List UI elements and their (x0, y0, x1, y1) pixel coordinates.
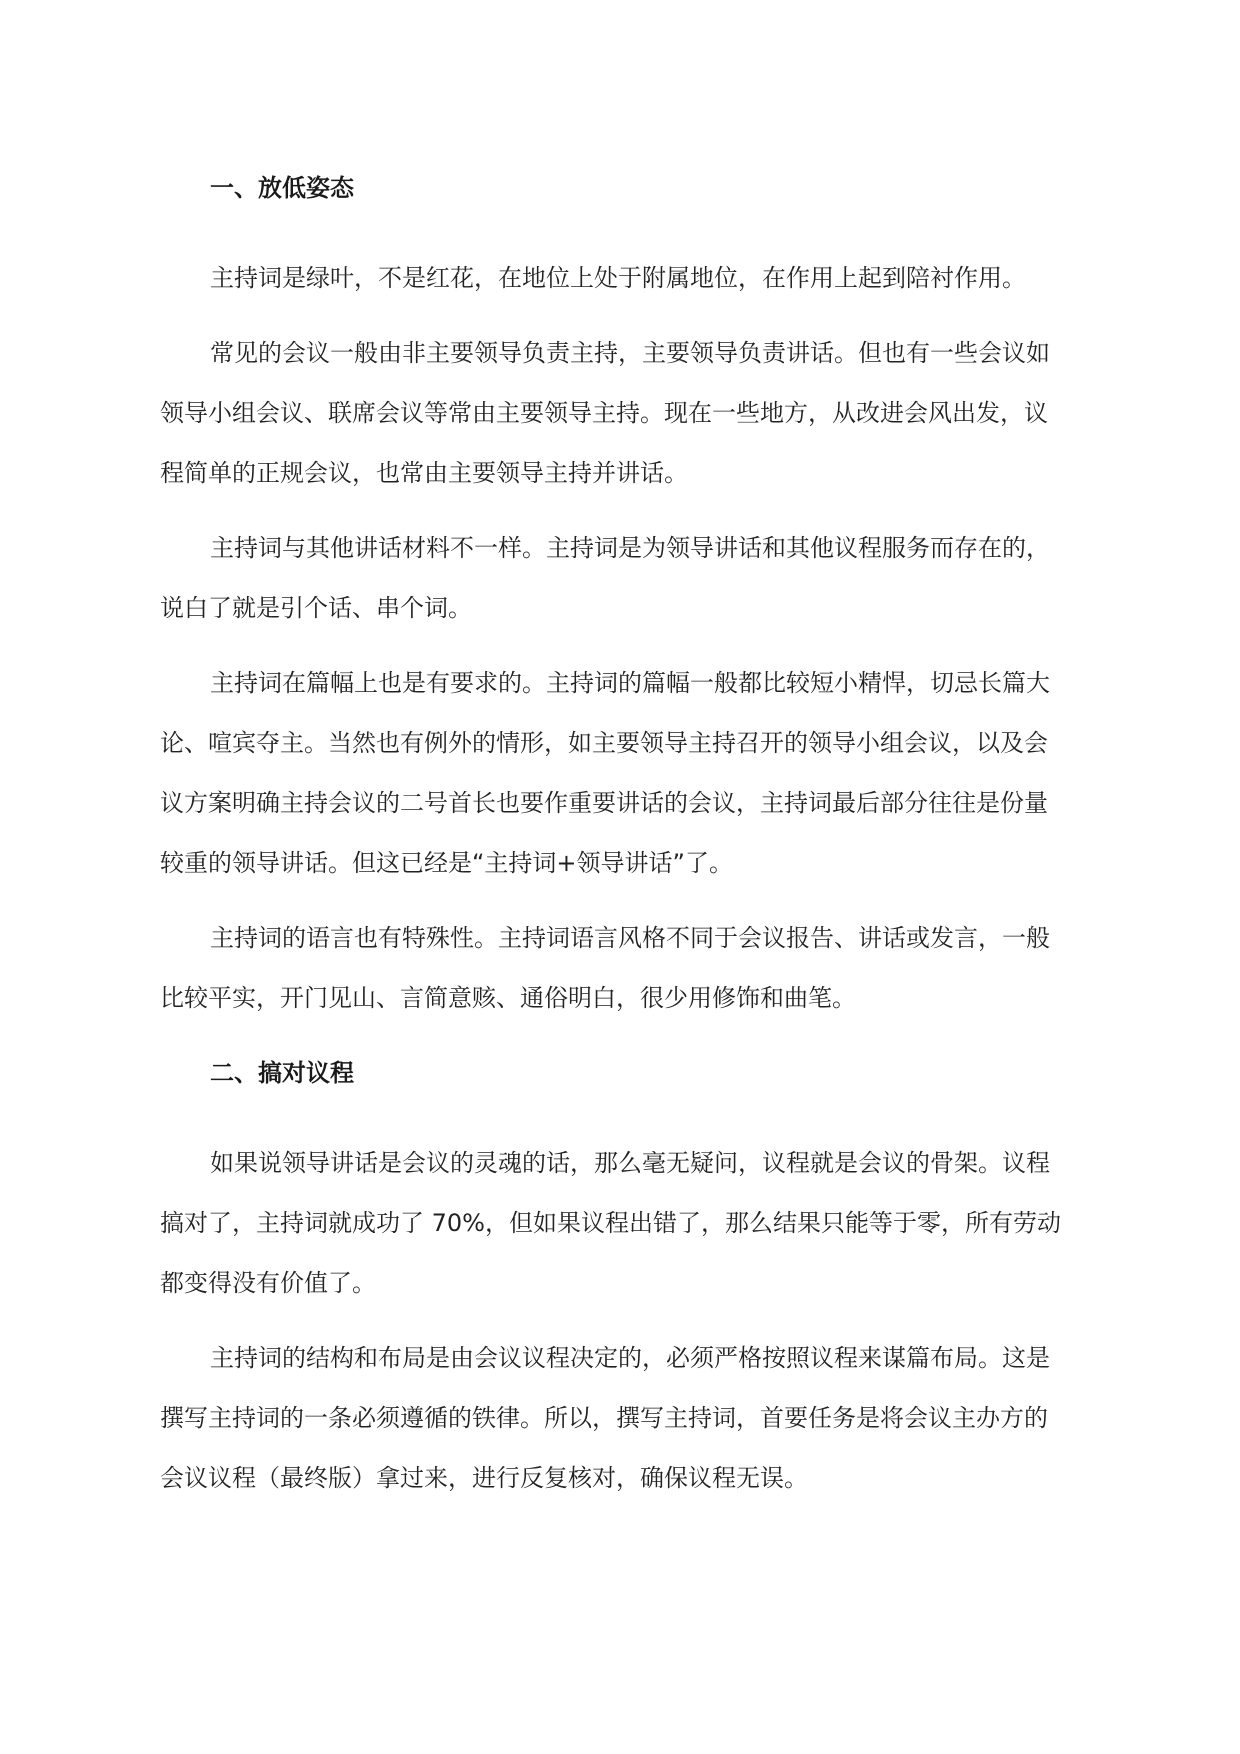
paragraph-1-5 (160, 908, 1100, 1028)
paragraph-line: 主持词与其他讲话材料不一样。主持词是为领导讲话和其他议程服务而存在的， (210, 534, 1050, 562)
paragraph-line: 常见的会议一般由非主要领导负责主持，主要领导负责讲话。但也有一些会议如 (210, 339, 1050, 367)
section-heading-2: 二、搞对议程 (210, 1059, 354, 1087)
paragraph-1-2 (160, 323, 1100, 503)
paragraph-line: 如果说领导讲话是会议的灵魂的话，那么毫无疑问，议程就是会议的骨架。议程 (210, 1149, 1050, 1177)
paragraph-2-2 (160, 1328, 1100, 1508)
paragraph-line: 说白了就是引个话、串个词。 (160, 594, 472, 622)
paragraph-line: 比较平实，开门见山、言简意赅、通俗明白，很少用修饰和曲笔。 (160, 984, 856, 1012)
paragraph-line: 主持词的语言也有特殊性。主持词语言风格不同于会议报告、讲话或发言，一般 (210, 924, 1050, 952)
paragraph-line: 撰写主持词的一条必须遵循的铁律。所以，撰写主持词，首要任务是将会议主办方的 (160, 1404, 1048, 1432)
section-heading-1: 一、放低姿态 (210, 174, 354, 202)
paragraph-1-4 (160, 653, 1100, 893)
paragraph-line: 程简单的正规会议，也常由主要领导主持并讲话。 (160, 459, 688, 487)
paragraph-1-1 (160, 248, 1100, 308)
paragraph-line: 论、喧宾夺主。当然也有例外的情形，如主要领导主持召开的领导小组会议，以及会 (160, 729, 1048, 757)
paragraph-line: 较重的领导讲话。但这已经是“主持词+领导讲话”了。 (160, 849, 733, 877)
paragraph-line: 会议议程（最终版）拿过来，进行反复核对，确保议程无误。 (160, 1464, 808, 1492)
paragraph-1-3 (160, 518, 1100, 638)
paragraph-line: 议方案明确主持会议的二号首长也要作重要讲话的会议，主持词最后部分往往是份量 (160, 789, 1048, 817)
paragraph-line: 主持词在篇幅上也是有要求的。主持词的篇幅一般都比较短小精悍，切忌长篇大 (210, 669, 1050, 697)
paragraph-2-1 (160, 1133, 1100, 1313)
article-body (160, 176, 1100, 1508)
paragraph-line: 都变得没有价值了。 (160, 1269, 376, 1297)
paragraph-line: 领导小组会议、联席会议等常由主要领导主持。现在一些地方，从改进会风出发，议 (160, 399, 1048, 427)
paragraph-line: 主持词是绿叶，不是红花，在地位上处于附属地位，在作用上起到陪衬作用。 (210, 264, 1026, 292)
paragraph-line: 主持词的结构和布局是由会议议程决定的，必须严格按照议程来谋篇布局。这是 (210, 1344, 1050, 1372)
paragraph-line: 搞对了，主持词就成功了 70%，但如果议程出错了，那么结果只能等于零，所有劳动 (160, 1209, 1061, 1237)
